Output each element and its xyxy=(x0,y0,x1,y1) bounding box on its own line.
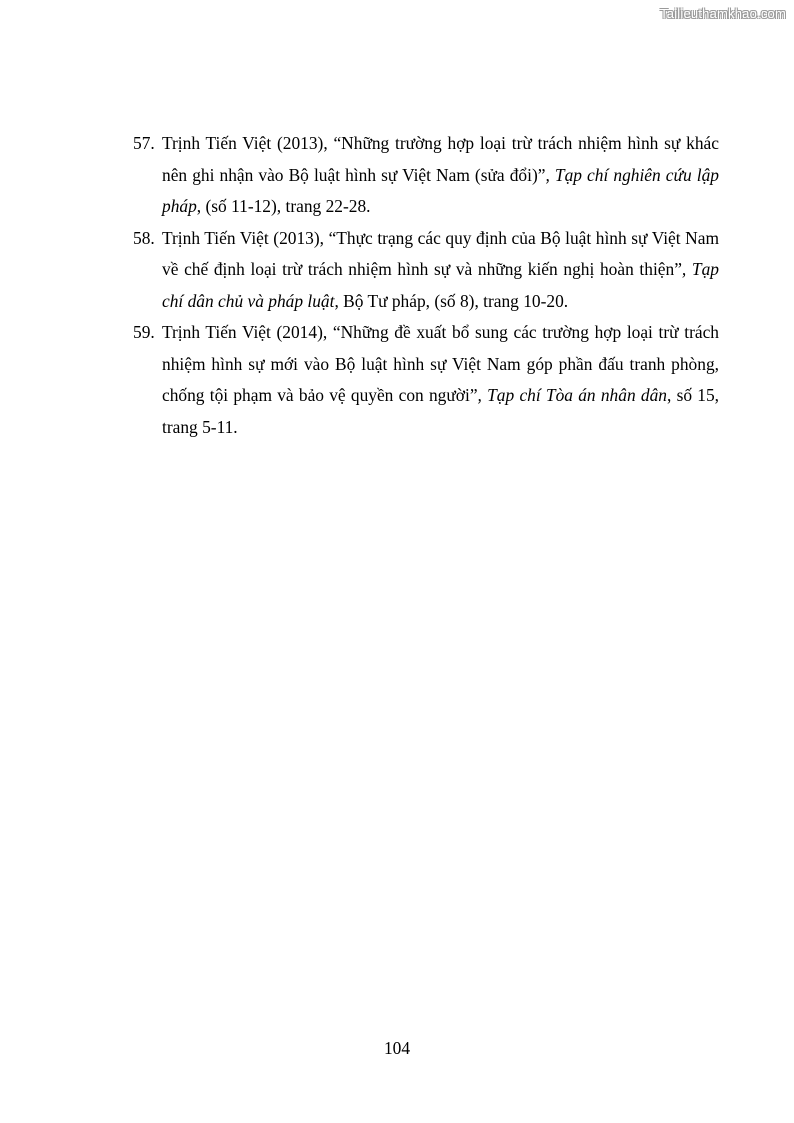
reference-item-57 xyxy=(133,128,719,223)
reference-text xyxy=(162,133,719,216)
reference-number: 58. xyxy=(133,227,155,248)
reference-journal: , Tạp chí Tòa án nhân dân xyxy=(477,385,667,405)
reference-citation: Trịnh Tiến Việt (2013), “Những trường hợp loại trừ trách nhiệm hình sự khác nên ghi nhận vào Bộ luật hình sự Việt Nam (sửa đổi)” xyxy=(162,133,719,185)
reference-list xyxy=(133,128,719,443)
reference-citation: Trịnh Tiến Việt (2014), “Những đề xuất bổ sung các trường hợp loại trừ trách nhiệm hình sự mới vào Bộ luật hình sự Việt Nam góp phần đấu tranh phòng, chống tội phạm và bảo vệ quyền con người” xyxy=(162,322,719,405)
reference-journal: , Tạp chí dân chủ và pháp luật xyxy=(162,259,719,311)
reference-text xyxy=(162,322,719,437)
reference-number: 59. xyxy=(133,322,155,342)
reference-journal: , Tạp chí nghiên cứu lập pháp xyxy=(162,164,719,216)
watermark-text: Tailieuthamkhao.com xyxy=(660,6,786,21)
page-number: 104 xyxy=(383,1038,411,1058)
reference-item-58 xyxy=(133,223,719,318)
reference-text xyxy=(162,228,719,311)
reference-details: , số 15, trang 5-11. xyxy=(162,385,720,437)
reference-citation: Trịnh Tiến Việt (2013), “Thực trạng các quy định của Bộ luật hình sự Việt Nam về chế định loại trừ trách nhiệm hình sự và những kiến nghị hoàn thiện” xyxy=(162,227,719,279)
reference-item-59 xyxy=(133,317,719,443)
reference-number: 57. xyxy=(133,133,155,153)
reference-details: , Bộ Tư pháp, (số 8), trang 10-20. xyxy=(334,290,569,311)
reference-details: , (số 11-12), trang 22-28. xyxy=(196,196,371,216)
